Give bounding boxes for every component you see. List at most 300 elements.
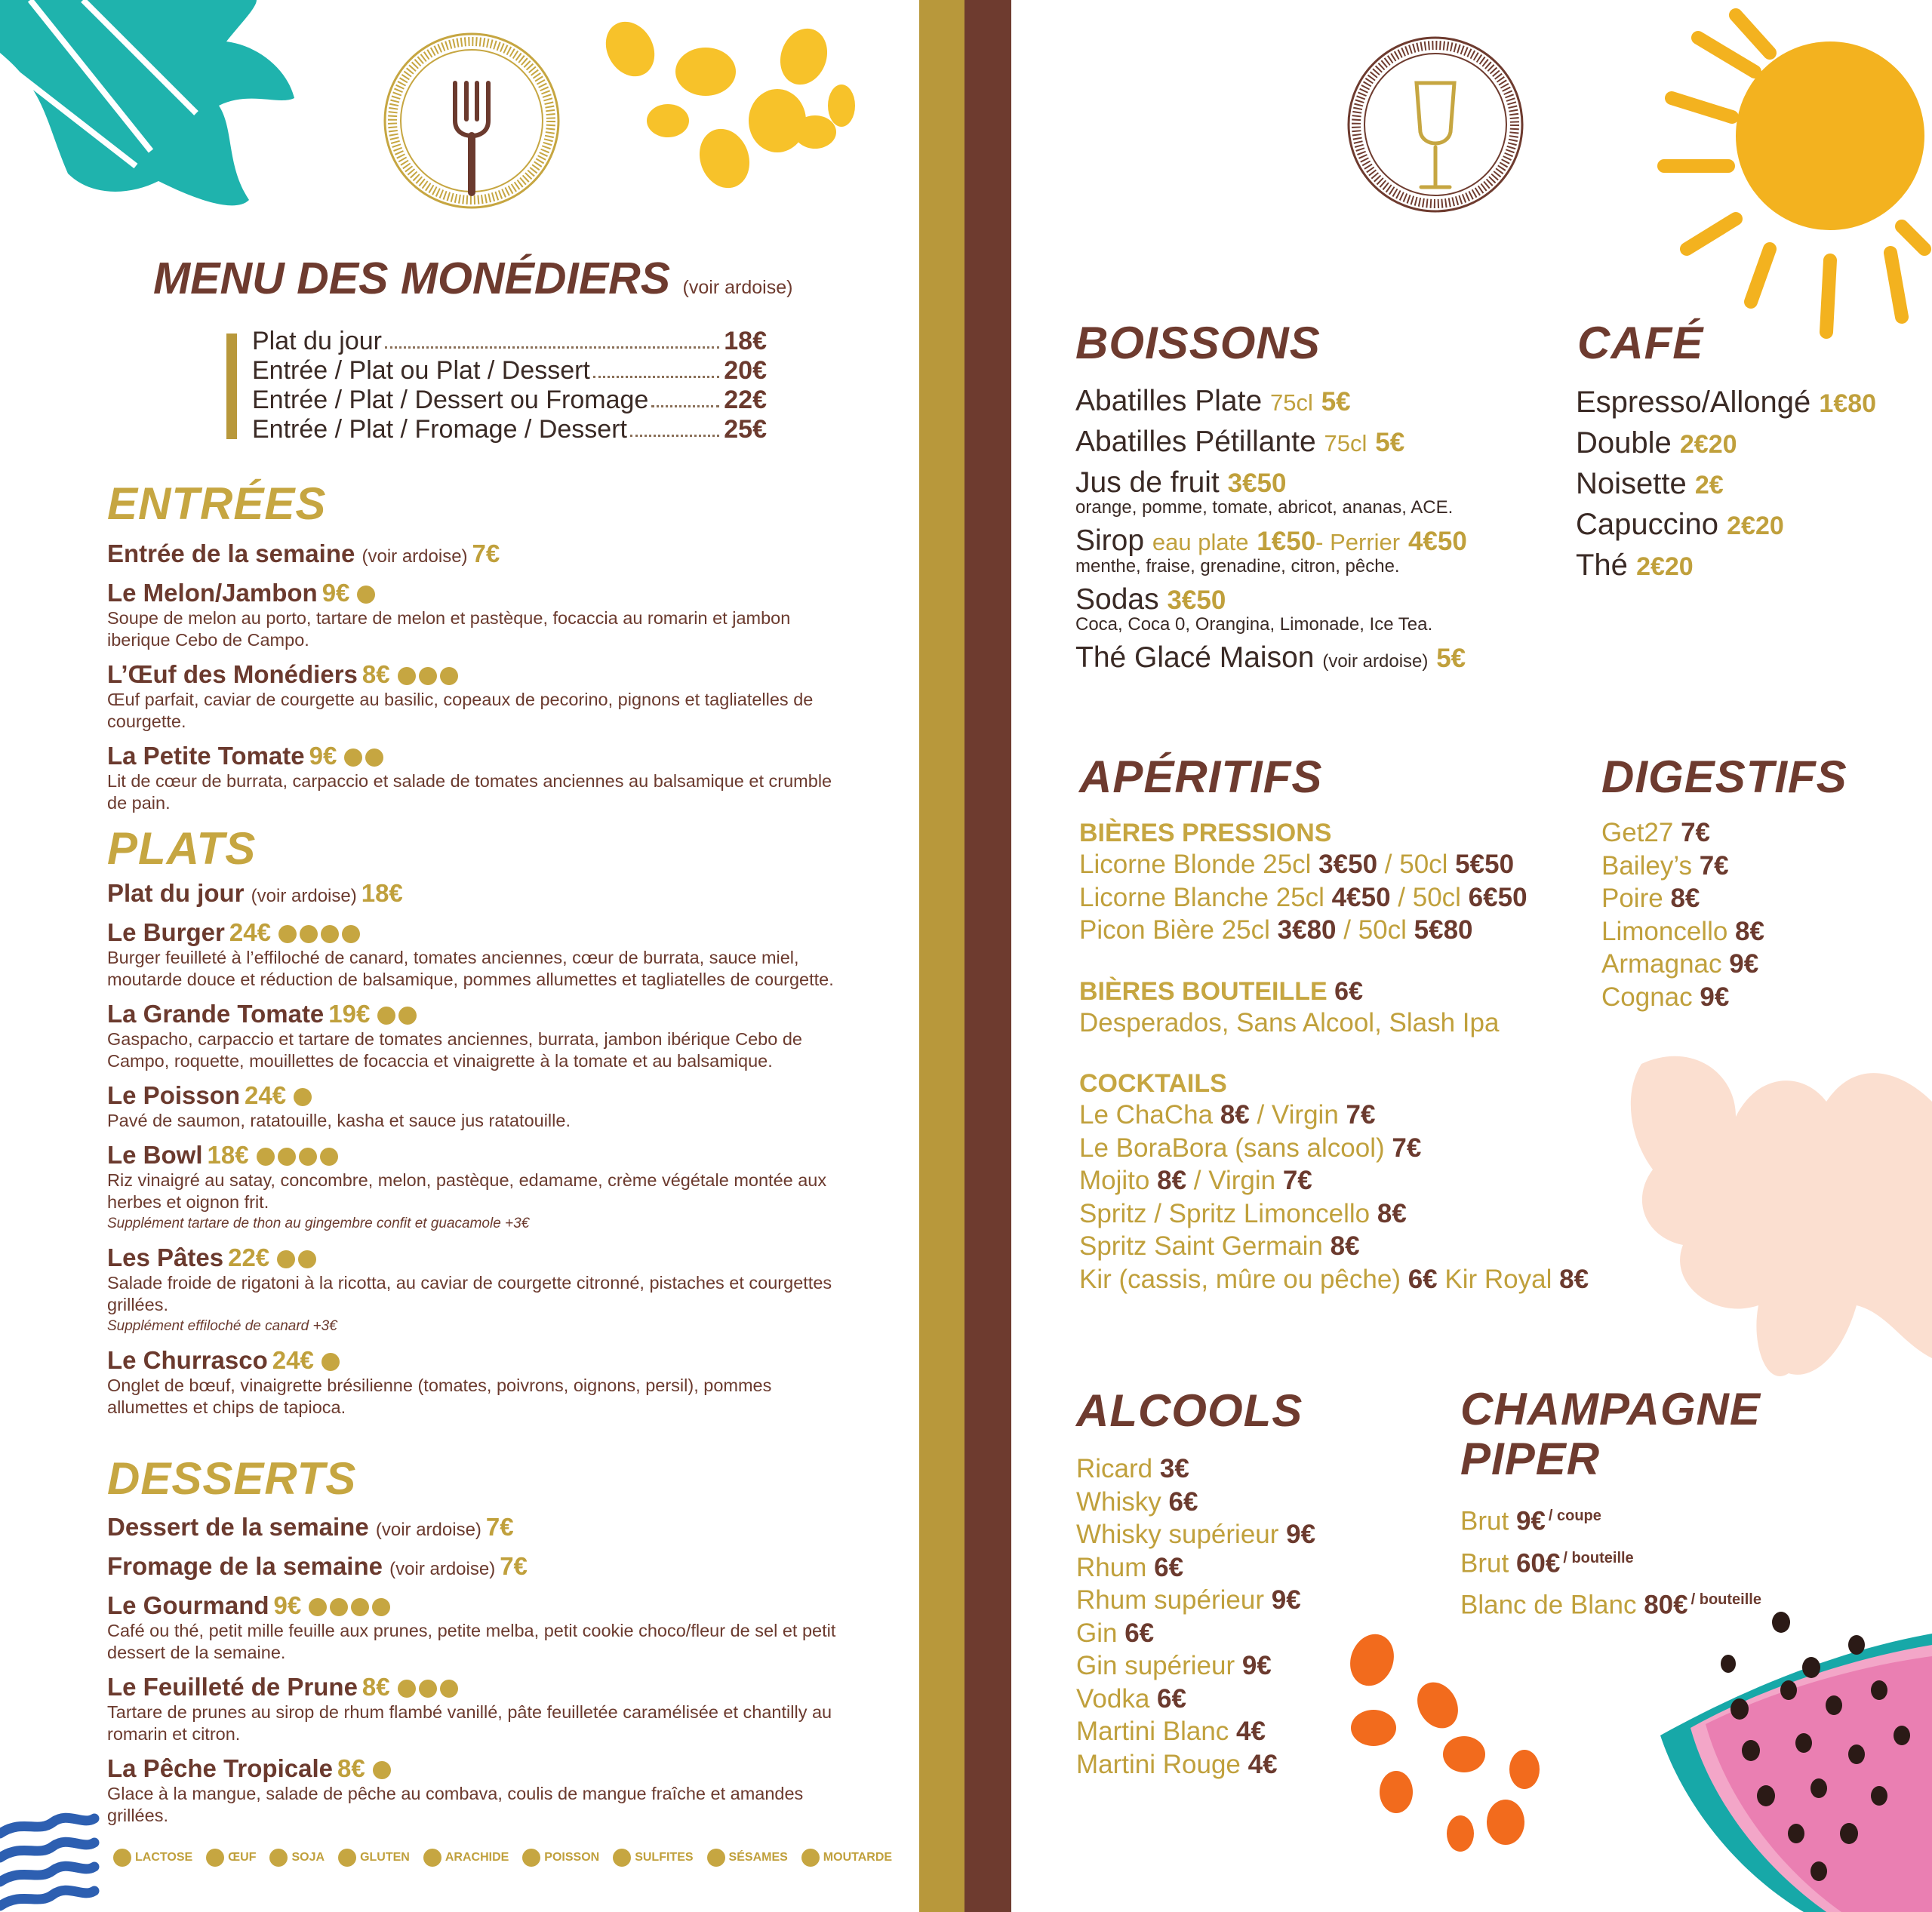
item-title	[107, 879, 854, 908]
menu-item	[107, 1591, 854, 1664]
cocktail-name: Spritz / Spritz Limoncello	[1079, 1198, 1371, 1228]
digestifs-name: Poire	[1601, 884, 1663, 913]
digestifs-name: Get27	[1601, 818, 1674, 847]
allergen-icon	[298, 1250, 316, 1268]
item-price: 9€	[321, 579, 350, 607]
formula-dots	[651, 386, 719, 407]
digestifs-name: Armagnac	[1601, 949, 1722, 979]
champagne-price: 9€	[1515, 1506, 1546, 1536]
allergen-icon	[419, 667, 437, 685]
alcools-row	[1076, 1715, 1315, 1748]
digestifs-row	[1601, 850, 1764, 883]
cocktail-row	[1079, 1099, 1638, 1132]
alcools-name: Rhum	[1076, 1552, 1147, 1582]
legend-item	[113, 1849, 192, 1867]
item-title	[107, 742, 854, 770]
alcools-name: Martini Blanc	[1076, 1717, 1229, 1746]
formula-price: 18€	[724, 327, 767, 355]
legend-item	[801, 1849, 892, 1867]
legend-label: SULFITES	[635, 1851, 694, 1864]
item-title	[107, 1346, 854, 1375]
allergen-icons	[321, 1353, 340, 1371]
digestifs-row	[1601, 948, 1764, 981]
drink-subtext: menthe, fraise, grenadine, citron, pêche.	[1075, 556, 1400, 576]
bieres-bouteille-list: Desperados, Sans Alcool, Slash Ipa	[1079, 1007, 1500, 1037]
item-note: (voir ardoise)	[361, 546, 468, 567]
legend-label: ARACHIDE	[445, 1851, 509, 1864]
allergen-icon	[419, 1680, 437, 1698]
cafe-title: CAFÉ	[1577, 318, 1704, 368]
digestifs-title: DIGESTIFS	[1601, 752, 1847, 802]
allergen-icon	[365, 749, 383, 767]
item-name: Le Melon/Jambon	[107, 579, 318, 607]
bieres-bouteille-price: 6€	[1334, 976, 1363, 1006]
drink-name: Sodas	[1075, 583, 1159, 616]
drink-name: Abatilles Plate	[1075, 385, 1263, 417]
allergen-icon	[440, 667, 458, 685]
alcools-row	[1076, 1551, 1315, 1585]
allergen-icon	[351, 1598, 369, 1616]
menu-item	[107, 1673, 854, 1745]
champagne-row	[1460, 1582, 1761, 1624]
desserts-title: DESSERTS	[107, 1453, 357, 1504]
item-name: La Grande Tomate	[107, 1000, 325, 1028]
item-description: Salade froide de rigatoni à la ricotta, au caviar de courgette citronné, pistaches et courgettes grillées.	[107, 1273, 832, 1314]
allergen-icon	[707, 1849, 725, 1867]
digestifs-price: 9€	[1729, 949, 1759, 979]
allergen-icon	[321, 1353, 340, 1371]
item-title	[107, 660, 854, 689]
beer-row	[1079, 914, 1638, 947]
menu-item	[107, 1081, 854, 1132]
allergen-icon	[294, 1088, 312, 1106]
menu-item	[107, 742, 854, 814]
cocktail-name: Le ChaCha	[1079, 1100, 1214, 1130]
champagne-name: Brut	[1460, 1506, 1509, 1536]
plats-title: PLATS	[107, 823, 257, 874]
item-price: 9€	[273, 1591, 302, 1619]
teal-leaf-decoration	[0, 0, 294, 205]
alcools-name: Martini Rouge	[1076, 1749, 1241, 1779]
cocktail-variant: / Virgin	[1257, 1100, 1339, 1130]
item-price: 24€	[272, 1346, 314, 1374]
menu-title-note: (voir ardoise)	[682, 277, 793, 298]
champagne-unit: / coupe	[1548, 1508, 1601, 1524]
item-price: 24€	[229, 918, 271, 946]
alcools-name: Ricard	[1076, 1454, 1153, 1483]
champagne-title	[1460, 1385, 1761, 1484]
cocktail-price: 8€	[1157, 1166, 1187, 1195]
cocktail-price: 8€	[1377, 1198, 1407, 1228]
cafe-name: Noisette	[1576, 467, 1687, 500]
item-description: Lit de cœur de burrata, carpaccio et salade de tomates anciennes au balsamique et crumble de pain.	[107, 771, 832, 813]
legend-label: POISSON	[544, 1851, 600, 1864]
allergen-icon	[269, 1849, 288, 1867]
item-title	[107, 1243, 854, 1272]
item-description: Gaspacho, carpaccio et tartare de tomates anciennes, burrata, jambon ibérique Cebo de Campo, roquette, mouillettes de focaccia et vinaigrette à la tomate et au balsamique.	[107, 1029, 802, 1071]
item-title	[107, 1000, 854, 1028]
digestifs-list	[1601, 816, 1764, 1013]
item-name: Entrée de la semaine	[107, 539, 355, 567]
watermelon-decoration	[1660, 1612, 1932, 1912]
cocktail-price: 8€	[1330, 1231, 1360, 1261]
item-title	[107, 1141, 854, 1170]
item-description: Soupe de melon au porto, tartare de melon et pastèque, focaccia au romarin et jambon iberique Cebo de Campo.	[107, 608, 791, 650]
allergen-icons	[357, 586, 375, 604]
cafe-price: 2€20	[1727, 512, 1784, 540]
cafe-price: 2€	[1694, 471, 1724, 500]
menu-item	[107, 918, 854, 991]
alcools-name: Whisky	[1076, 1486, 1161, 1517]
brown-stripe	[964, 0, 1011, 1912]
alcools-price: 6€	[1124, 1618, 1155, 1648]
beer-size: / 50cl	[1384, 850, 1448, 879]
drink-name: Abatilles Pétillante	[1075, 426, 1316, 458]
menu-item	[107, 1754, 854, 1827]
item-title	[107, 1673, 854, 1701]
allergen-icon	[377, 1007, 395, 1025]
allergen-icon	[372, 1598, 390, 1616]
menu-item	[107, 1552, 854, 1581]
item-title	[107, 1081, 854, 1110]
cocktail-variant: / Virgin	[1193, 1166, 1276, 1195]
alcools-price: 3€	[1159, 1454, 1189, 1483]
beer-price: 6€50	[1468, 882, 1527, 912]
menu-item	[107, 879, 854, 908]
allergen-icon	[613, 1849, 631, 1867]
beer-price: 5€50	[1455, 850, 1515, 879]
drink-volume: 75cl	[1269, 389, 1313, 416]
allergen-icon	[277, 1250, 295, 1268]
digestifs-row	[1601, 981, 1764, 1014]
drink-row	[1075, 638, 1543, 681]
digestifs-price: 8€	[1735, 916, 1764, 946]
item-description: Onglet de bœuf, vinaigrette brésilienne (tomates, poivrons, oignons, persil), pommes allumettes et chips de tapioca.	[107, 1376, 772, 1417]
cocktail-price: 6€	[1407, 1264, 1438, 1294]
beer-price: 3€50	[1318, 850, 1378, 879]
legend-item	[423, 1849, 509, 1867]
menu-title-text: MENU DES MONÉDIERS	[153, 254, 671, 303]
alcools-price: 6€	[1168, 1486, 1198, 1517]
item-price: 7€	[500, 1552, 528, 1580]
formula-label: Plat du jour	[252, 327, 382, 355]
digestifs-name: Bailey’s	[1601, 850, 1692, 881]
allergen-icons	[294, 1088, 312, 1106]
cafe-row	[1576, 546, 1876, 586]
cocktail-name: Mojito	[1079, 1166, 1150, 1195]
boissons-list	[1075, 382, 1543, 681]
formula-dots	[593, 356, 719, 378]
drink-price: 5€	[1321, 387, 1351, 417]
champagne-unit: / bouteille	[1563, 1549, 1634, 1566]
item-supplement: Supplément effiloché de canard +3€	[107, 1318, 337, 1334]
item-name: Dessert de la semaine	[107, 1513, 369, 1541]
drink-price: 5€	[1436, 644, 1466, 673]
item-name: La Pêche Tropicale	[107, 1754, 333, 1782]
item-title	[107, 1513, 854, 1542]
allergen-icon	[373, 1761, 391, 1779]
item-note: (voir ardoise)	[389, 1559, 496, 1579]
entrees-title: ENTRÉES	[107, 478, 327, 529]
allergen-icon	[206, 1849, 224, 1867]
item-name: Les Pâtes	[107, 1243, 224, 1271]
plats-list	[107, 879, 854, 1428]
cocktail-variant: Kir Royal	[1444, 1264, 1552, 1294]
aperitifs-title: APÉRITIFS	[1079, 752, 1323, 802]
drink-name: Sirop	[1075, 524, 1145, 557]
allergen-icon	[423, 1849, 441, 1867]
legend-label: SÉSAMES	[728, 1851, 788, 1864]
item-description: Riz vinaigré au satay, concombre, melon, pastèque, edamame, crème végétale montée aux herbes et oignon frit.	[107, 1170, 827, 1212]
aperitifs-list	[1079, 819, 1638, 1296]
menu-item	[107, 1000, 854, 1072]
beer-size: / 50cl	[1343, 915, 1407, 945]
beer-name: Picon Bière 25cl	[1079, 915, 1270, 945]
item-price: 9€	[309, 742, 337, 770]
allergen-icons	[278, 925, 360, 943]
item-title	[107, 918, 854, 947]
allergen-icon	[398, 1680, 416, 1698]
item-description: Œuf parfait, caviar de courgette au basilic, copeaux de pecorino, pignons et tagliatelles de courgette.	[107, 690, 814, 731]
digestifs-price: 7€	[1681, 818, 1711, 847]
item-title	[107, 579, 854, 607]
allergen-icons	[398, 1680, 458, 1698]
allergen-icons	[344, 749, 383, 767]
alcools-list	[1076, 1452, 1315, 1781]
alcools-row	[1076, 1452, 1315, 1486]
formula-row	[252, 327, 767, 356]
drink-row	[1075, 423, 1543, 463]
formula-label: Entrée / Plat / Fromage / Dessert	[252, 415, 627, 444]
cocktail-price: 8€	[1559, 1264, 1589, 1294]
item-title	[107, 539, 854, 568]
item-price: 7€	[472, 539, 500, 567]
legend-item	[522, 1849, 599, 1867]
allergen-icon	[330, 1598, 348, 1616]
allergen-icon	[342, 925, 360, 943]
champagne-list	[1460, 1498, 1761, 1624]
cocktail-row	[1079, 1164, 1638, 1197]
cocktail-name: Kir (cassis, mûre ou pêche)	[1079, 1264, 1401, 1294]
alcools-row	[1076, 1683, 1315, 1716]
alcools-price: 4€	[1247, 1749, 1278, 1779]
drink-price: 3€50	[1227, 469, 1287, 498]
alcools-name: Whisky supérieur	[1076, 1520, 1279, 1549]
cocktail-price: 7€	[1282, 1166, 1312, 1195]
menu-item	[107, 1346, 854, 1419]
champagne-unit: / bouteille	[1690, 1591, 1761, 1609]
item-note: (voir ardoise)	[251, 886, 357, 906]
alcools-row	[1076, 1518, 1315, 1551]
item-description: Burger feuilleté à l’effiloché de canard, tomates anciennes, cœur de burrata, sauce miel, moutarde douce et réduction de balsamique, pommes allumettes et tagliatelles de courgette.	[107, 948, 834, 989]
fork-medallion-icon	[385, 34, 558, 207]
item-name: Le Burger	[107, 918, 225, 946]
champagne-name: Brut	[1460, 1548, 1509, 1578]
alcools-row	[1076, 1649, 1315, 1683]
item-name: Le Churrasco	[107, 1346, 268, 1374]
drink-price: 3€50	[1167, 586, 1226, 615]
item-name: Le Feuilleté de Prune	[107, 1673, 358, 1701]
drink-name: Jus de fruit	[1075, 466, 1220, 499]
sun-decoration	[1664, 15, 1924, 332]
formula-list	[252, 327, 767, 444]
drink-price: 4€50	[1407, 527, 1467, 556]
item-name: L’Œuf des Monédiers	[107, 660, 358, 688]
alcools-name: Gin	[1076, 1618, 1118, 1648]
alcools-name: Rhum supérieur	[1076, 1585, 1264, 1615]
allergen-icon	[321, 925, 339, 943]
alcools-row	[1076, 1486, 1315, 1519]
cafe-name: Double	[1576, 426, 1672, 460]
cafe-price: 1€80	[1819, 389, 1877, 418]
cocktail-row	[1079, 1132, 1638, 1165]
item-supplement: Supplément tartare de thon au gingembre confit et guacamole +3€	[107, 1216, 530, 1231]
drink-price: 1€50	[1257, 527, 1316, 556]
allergen-icon	[299, 1148, 317, 1166]
item-description: Glace à la mangue, salade de pêche au combava, coulis de mangue fraîche et amandes grillées.	[107, 1784, 804, 1825]
legend-label: GLUTEN	[360, 1851, 410, 1864]
item-description: Pavé de saumon, ratatouille, kasha et sauce jus ratatouille.	[107, 1111, 571, 1130]
digestifs-price: 9€	[1700, 982, 1730, 1012]
bieres-pressions-title: BIÈRES PRESSIONS	[1079, 819, 1332, 847]
item-name: La Petite Tomate	[107, 742, 305, 770]
item-title	[107, 1754, 854, 1783]
peach-leaf-decoration	[1631, 1056, 1932, 1376]
digestifs-name: Limoncello	[1601, 916, 1728, 946]
legend-item	[206, 1849, 256, 1867]
allergen-icon	[278, 1148, 296, 1166]
allergen-icon	[522, 1849, 540, 1867]
legend-label: ŒUF	[228, 1851, 257, 1864]
digestifs-price: 7€	[1699, 850, 1729, 881]
menu-item	[107, 660, 854, 733]
allergen-icon	[398, 667, 416, 685]
beer-row	[1079, 848, 1638, 881]
cocktail-name: Spritz Saint Germain	[1079, 1231, 1323, 1261]
menu-title	[153, 253, 792, 304]
alcools-row	[1076, 1617, 1315, 1650]
legend-label: MOUTARDE	[823, 1851, 893, 1864]
alcools-price: 6€	[1157, 1683, 1186, 1714]
drink-note: (voir ardoise)	[1322, 651, 1429, 672]
cocktail-row	[1079, 1263, 1638, 1296]
formula-bar	[226, 334, 237, 439]
drink-name: Thé Glacé Maison	[1075, 641, 1315, 674]
item-price: 24€	[245, 1081, 287, 1109]
allergen-icons	[398, 667, 458, 685]
cafe-row	[1576, 383, 1876, 423]
item-name: Plat du jour	[107, 879, 245, 907]
allergen-icon	[309, 1598, 327, 1616]
item-name: Fromage de la semaine	[107, 1552, 383, 1580]
cafe-list	[1576, 383, 1876, 586]
digestifs-row	[1601, 882, 1764, 915]
boissons-title: BOISSONS	[1075, 318, 1321, 368]
beer-price: 4€50	[1331, 882, 1391, 912]
drink-row	[1075, 382, 1543, 423]
cocktail-price: 8€	[1220, 1100, 1250, 1130]
menu-item	[107, 1141, 854, 1234]
bieres-bouteille-title	[1079, 977, 1638, 1007]
gold-stripe	[919, 0, 964, 1912]
allergen-icons	[373, 1761, 391, 1779]
legend-item	[269, 1849, 325, 1867]
item-price: 8€	[361, 1673, 390, 1701]
formula-dots	[385, 327, 719, 349]
orange-blobs-decoration	[1343, 1628, 1540, 1852]
cafe-row	[1576, 464, 1876, 505]
allergen-legend	[113, 1849, 906, 1871]
alcools-name: Vodka	[1076, 1683, 1150, 1714]
alcools-row	[1076, 1748, 1315, 1781]
item-price: 7€	[485, 1513, 514, 1541]
beer-name: Licorne Blanche 25cl	[1079, 882, 1324, 912]
digestifs-row	[1601, 816, 1764, 850]
item-price: 22€	[228, 1243, 270, 1271]
entrees-list	[107, 539, 854, 823]
item-price: 18€	[361, 879, 403, 907]
allergen-icons	[277, 1250, 316, 1268]
alcools-price: 4€	[1236, 1717, 1266, 1746]
bieres-bouteille-label: BIÈRES BOUTEILLE	[1079, 976, 1327, 1006]
drink-volume: - Perrier	[1315, 529, 1401, 555]
alcools-name: Gin supérieur	[1076, 1651, 1235, 1680]
formula-row	[252, 386, 767, 415]
item-title	[107, 1552, 854, 1581]
allergen-icon	[344, 749, 362, 767]
cocktail-price: 7€	[1392, 1133, 1422, 1163]
formula-row	[252, 356, 767, 386]
digestifs-price: 8€	[1670, 884, 1700, 913]
cocktail-price: 7€	[1346, 1100, 1376, 1130]
cafe-name: Thé	[1576, 549, 1628, 582]
drink-subtext: Coca, Coca 0, Orangina, Limonade, Ice Tea.	[1075, 614, 1433, 635]
item-price: 19€	[328, 1000, 371, 1028]
desserts-list	[107, 1513, 854, 1836]
item-name: Le Gourmand	[107, 1591, 269, 1619]
item-price: 18€	[207, 1141, 249, 1169]
menu-item	[107, 1513, 854, 1542]
champagne-name: Blanc de Blanc	[1460, 1590, 1637, 1620]
alcools-price: 9€	[1286, 1520, 1316, 1549]
item-price: 8€	[361, 660, 390, 688]
cafe-row	[1576, 423, 1876, 464]
allergen-icon	[357, 586, 375, 604]
item-description: Café ou thé, petit mille feuille aux prunes, petite melba, petit cookie choco/fleur de sel et petit dessert de la semaine.	[107, 1621, 836, 1662]
item-note: (voir ardoise)	[375, 1520, 481, 1540]
alcools-price: 6€	[1154, 1552, 1184, 1582]
digestifs-row	[1601, 915, 1764, 948]
blue-waves-decoration	[0, 1818, 94, 1906]
beer-row	[1079, 881, 1638, 915]
alcools-price: 9€	[1241, 1651, 1272, 1680]
wine-glass-medallion-icon	[1349, 38, 1522, 211]
item-name: Le Bowl	[107, 1141, 203, 1169]
drink-subtext: orange, pomme, tomate, abricot, ananas, ACE.	[1075, 497, 1454, 518]
legend-label: SOJA	[291, 1851, 325, 1864]
allergen-icons	[377, 1007, 417, 1025]
drink-price: 5€	[1375, 428, 1405, 457]
cafe-name: Espresso/Allongé	[1576, 386, 1811, 419]
beer-price: 3€80	[1277, 915, 1337, 945]
formula-label: Entrée / Plat / Dessert ou Fromage	[252, 386, 649, 414]
allergen-icon	[801, 1849, 820, 1867]
cafe-price: 2€20	[1636, 552, 1694, 581]
allergen-icon	[440, 1680, 458, 1698]
champagne-title-line1: CHAMPAGNE	[1460, 1384, 1761, 1434]
item-title	[107, 1591, 854, 1620]
allergen-icon	[257, 1148, 275, 1166]
